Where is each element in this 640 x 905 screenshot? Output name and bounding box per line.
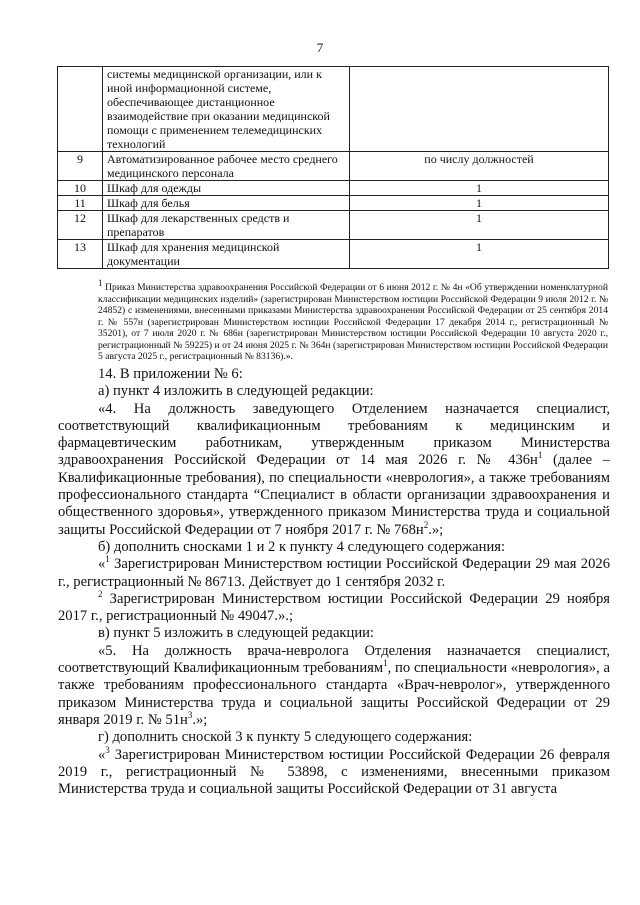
paragraph-text: Зарегистрирован Министерством юстиции Российской Федерации 29 ноября 2017 г., регистрационный № 49047.».; — [58, 590, 610, 625]
row-quantity: 1 — [350, 181, 609, 196]
paragraph-text: Зарегистрирован Министерством юстиции Российской Федерации 26 февраля 2019 г., регистрационный № 53898, с изменениями, внесенными приказом Министерства труда и социальной защиты Российской Федерации от 31 августа — [58, 746, 610, 798]
row-quantity — [350, 67, 609, 152]
paragraph: б) дополнить сносками 1 и 2 к пункту 4 следующего содержания: — [98, 538, 506, 555]
quote-mark: « — [98, 556, 106, 573]
paragraph-heading: 14. В приложении № 6: — [98, 366, 243, 382]
row-number: 13 — [58, 240, 103, 269]
table-row — [58, 196, 609, 211]
row-name: Шкаф для одежды — [103, 181, 350, 196]
row-name: Шкаф для белья — [103, 196, 350, 211]
paragraph — [58, 401, 610, 539]
paragraph-text: «5. На должность врача-невролога Отделения назначается специалист, соответствующий Квалификационным требованиям — [58, 642, 610, 677]
row-name: Шкаф для хранения медицинской документации — [103, 240, 350, 269]
row-name: системы медицинской организации, или к иной информационной системе, обеспечивающее дистанционное взаимодействие при оказании медицинской помощи с применением телемедицинских технологий — [103, 67, 350, 152]
row-number: 12 — [58, 211, 103, 240]
row-number — [58, 67, 103, 152]
footnote — [98, 277, 608, 363]
footnote-ref: 3 — [187, 710, 193, 721]
row-quantity: 1 — [350, 211, 609, 240]
paragraph-text: .»; — [192, 711, 208, 728]
footnote-ref: 2 — [98, 589, 103, 599]
footnote-ref: 1 — [537, 450, 543, 461]
paragraph — [58, 643, 610, 729]
table-row — [58, 181, 609, 196]
row-name: Шкаф для лекарственных средств и препаратов — [103, 211, 350, 240]
footnote-text: Приказ Министерства здравоохранения Российской Федерации от 6 июня 2012 г. № 4н «Об утверждении номенклатурной классификации медицинских изделий» (зарегистрирован Министерством юстиции Российской Федерации 9 июля 2012 г. № 24852) с изменениями, внесенными приказами Министерства здравоохранения Российской Федерации от 25 сентября 2014 г. № 557н (зарегистрирован Министерством юстиции Российской Федерации 17 декабря 2014 г., регистрационный № 35201), от 7 июля 2020 г. № 686н (зарегистрирован Министерством юстиции Российской Федерации 10 августа 2020 г., регистрационный № 59225) и от 24 июня 2025 г. № 364н (зарегистрирован Министерством юстиции Российской Федерации 5 августа 2025 г., регистрационный № 83136).». — [98, 282, 608, 362]
page-number: 7 — [316, 40, 324, 55]
paragraph — [58, 744, 610, 799]
table-row — [58, 211, 609, 240]
document-body — [58, 366, 610, 798]
table-row — [58, 67, 609, 152]
footnote-ref: 2 — [423, 519, 429, 530]
paragraph-text: .»; — [428, 521, 444, 538]
row-name: Автоматизированное рабочее место среднего медицинского персонала — [103, 152, 350, 181]
footnote-mark: 1 — [98, 277, 103, 288]
paragraph — [58, 556, 610, 591]
row-quantity: 1 — [350, 240, 609, 269]
table-row — [58, 240, 609, 269]
paragraph: а) пункт 4 изложить в следующей редакции: — [98, 383, 374, 400]
paragraph — [58, 591, 610, 626]
row-number: 11 — [58, 196, 103, 211]
row-number: 10 — [58, 181, 103, 196]
paragraph-text: (далее – Квалификационные требования), по специальности «неврология», а также требованиям профессионального стандарта “Специалист в области организации здравоохранения и общественного здоровья», утвержденного приказом Министерства труда и социальной защиты Российской Федерации от 7 ноября 2017 г. № 768н — [58, 452, 610, 538]
footnote-ref: 3 — [105, 744, 110, 755]
paragraph-text: , по специальности «неврология», а также требованиям профессионального стандарта «Врач-невролог», утвержденного приказом Министерства труда и социальной защиты Российской Федерации от 29 января 2019 г. № 51н — [58, 660, 610, 728]
row-quantity: по числу должностей — [350, 152, 609, 181]
equipment-table — [57, 66, 609, 269]
row-number: 9 — [58, 152, 103, 181]
paragraph-text: Зарегистрирован Министерством юстиции Российской Федерации 29 мая 2026 г., регистрационный № 86713. Действует до 1 сентября 2032 г. — [58, 556, 610, 590]
footnote-ref: 1 — [383, 658, 388, 669]
table-row — [58, 152, 609, 181]
paragraph: г) дополнить сноской 3 к пункту 5 следующего содержания: — [98, 729, 473, 746]
quote-mark: « — [98, 746, 106, 763]
row-quantity: 1 — [350, 196, 609, 211]
footnote-ref: 1 — [105, 554, 110, 565]
paragraph: в) пункт 5 изложить в следующей редакции: — [98, 625, 374, 642]
paragraph-text: «4. На должность заведующего Отделением назначается специалист, соответствующий квалификационным требованиям к медицинским и фармацевтическим работникам, утвержденным приказом Министерства здравоохранения Российской Федерации от 14 мая 2026 г. № 436н — [58, 400, 610, 469]
